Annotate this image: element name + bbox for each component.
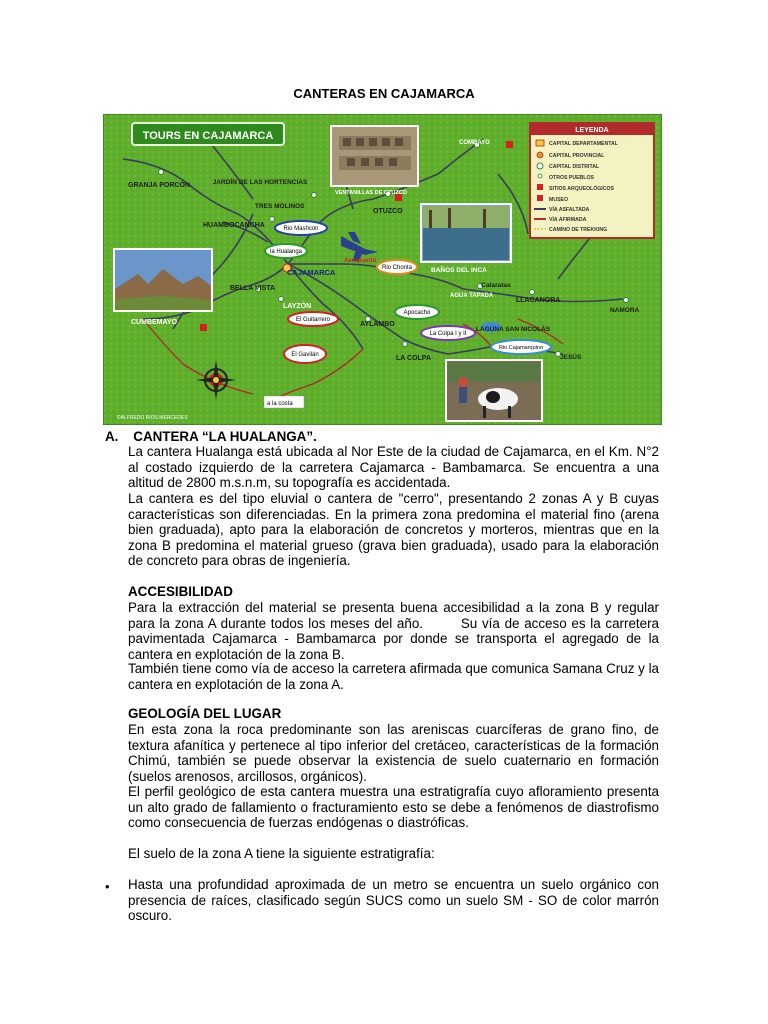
place-agua-tapada: AGUA TAPADA [450, 293, 494, 299]
place-granja-porcon: GRANJA PORCÓN [128, 182, 190, 189]
svg-text:Rio Chonta: Rio Chonta [381, 265, 413, 271]
svg-text:Apocacho: Apocacho [403, 310, 431, 316]
section-a-paragraph-1: La cantera Hualanga está ubicada al Nor Este de la ciudad de Cajamarca, en el Km. N°2 al costado izquierdo de la carretera Cajamarca - Bambamarca. Se encuentra a una altitud de 2800 m.s.n.m, su topografía es accidentada. [128, 444, 659, 491]
place-ventanillas: VENTANILLAS DE OTUZCO [335, 190, 408, 196]
section-a-paragraph-2: La cantera es del tipo eluvial o cantera de "cerro", presentando 2 zonas A y B cuyas características son diferenciadas. En la primera zona predomina el material fino (arena bien graduada), apto para la elaboración de concretos y morteros, mientras que en la zona B predomina el material grueso (grava bien graduada), usado para la elaboración de concreto para obras de ingeniería. [128, 491, 659, 569]
annotation-gavilan [284, 345, 326, 363]
annotation-guitarrero [288, 312, 338, 326]
site-marker-cumbemayo [200, 324, 207, 331]
map-credit: ©ALFREDO RIOS MERCEDES [117, 415, 188, 421]
accesibilidad-heading: ACCESIBILIDAD [128, 584, 233, 599]
geologia-paragraph-1: En esta zona la roca predominante son las areniscas cuarcíferas de grano fino, de textura afanítica y pertenece al tipo inferior del cretáceo, características de la formación Chimú, también se puede observar la existencia de suelo cuaternario en formación (suelos arenosos, arcillosos, orgánicos). [128, 722, 659, 784]
map-legend [530, 123, 654, 238]
tourist-map [103, 114, 662, 425]
geologia-heading: GEOLOGÍA DEL LUGAR [128, 706, 282, 721]
svg-text:El Gavilán: El Gavilán [291, 352, 319, 358]
annotation-cajamarquino [491, 340, 551, 354]
place-namora: NAMORA [610, 307, 640, 314]
legend-item-5: MUSEO [549, 197, 569, 203]
place-bella-vista: BELLA VISTA [230, 285, 276, 292]
svg-text:El Guitarrero: El Guitarrero [295, 317, 331, 323]
legend-title: LEYENDA [575, 127, 609, 134]
place-cumbemayo: CUMBEMAYO [131, 319, 178, 326]
accesibilidad-paragraph-2: También tiene como vía de acceso la carretera afirmada que comunica Samana Cruz y la cantera en explotación de la zona A. [128, 661, 659, 692]
place-aeropuerto: Aeropuerto [344, 258, 377, 264]
site-marker-combayo [506, 141, 513, 148]
place-otuzco: OTUZCO [373, 208, 403, 215]
legend-item-2: CAPITAL DISTRITAL [549, 164, 600, 170]
map-banner-text: TOURS EN CAJAMARCA [142, 130, 274, 142]
place-laguna [476, 324, 551, 333]
legend-item-0: CAPITAL DEPARTAMENTAL [549, 141, 618, 147]
legend-item-7: VÍA AFIRMADA [549, 217, 587, 223]
photo-cumbemayo [114, 249, 212, 311]
legend-item-4: SITIOS ARQUEOLÓGICOS [549, 186, 614, 192]
svg-text:la Hualanga: la Hualanga [269, 249, 303, 255]
place-huambocancha: HUAMBOCANCHA [203, 222, 265, 229]
photo-cows [446, 360, 542, 421]
geologia-paragraph-3: El suelo de la zona A tiene la siguiente estratigrafía: [128, 846, 435, 861]
photo-banos [421, 204, 511, 262]
place-jardin-line: JARDÍN DE LAS HORTENCIAS [212, 179, 308, 186]
place-jesus: JESÚS [560, 354, 582, 361]
place-cajamarca: CAJAMARCA [287, 268, 336, 277]
svg-text:a la costa: a la costa [267, 401, 293, 407]
place-aylambo: AYLAMBO [360, 321, 395, 328]
accesibilidad-paragraph-1: Para la extracción del material se presenta buena accesibilidad a la zona B y regular para la zona A durante todos los meses del año. Su vía de acceso es la carretera pavimentada Cajamarca - Bambamarca por donde se transporta el agregado de la cantera en explotación de la zona B. [128, 600, 663, 662]
legend-item-1: CAPITAL PROVINCIAL [549, 153, 605, 159]
section-a-heading: A. CANTERA “LA HUALANGA”. [105, 429, 317, 444]
legend-item-3: OTROS PUEBLOS [549, 175, 594, 181]
svg-text:Rio Mashcon: Rio Mashcon [283, 226, 319, 232]
place-cataratas: Cataratas [481, 282, 511, 289]
place-tres-molinos: TRES MOLINOS [255, 203, 305, 210]
annotation-hualanga [265, 244, 307, 258]
place-banos: BAÑOS DEL INCA [431, 267, 487, 274]
annotation-colpa-ii [421, 326, 475, 340]
place-llacanora: LLACANORA [516, 297, 561, 304]
annotation-mashcon [275, 221, 327, 235]
svg-text:La Colpa I y II: La Colpa I y II [429, 331, 467, 337]
place-la-colpa: LA COLPA [396, 355, 431, 362]
legend-item-6: VÍA ASFALTADA [549, 207, 590, 213]
bullet-marker: • [105, 879, 110, 894]
document-title: CANTERAS EN CAJAMARCA [293, 86, 475, 101]
annotation-chonta [377, 260, 417, 274]
place-layzon: LAYZÓN [283, 303, 312, 310]
annotation-costa [264, 396, 304, 408]
geologia-paragraph-2: El perfil geológico de esta cantera muestra una estratigrafía cuyo afloramiento presenta un alto grado de fallamiento o fracturamiento esto se debe a fenómenos de diastrofismo como consecuencia de fuerzas endógenas o diastróficas. [128, 784, 659, 831]
place-laguna-line: LAGUNA SAN NICOLÁS [475, 326, 551, 333]
place-jardin [213, 177, 308, 186]
place-combayo: COMBAYO [459, 140, 490, 146]
svg-text:Rio Cajamarquino: Rio Cajamarquino [498, 345, 544, 351]
geologia-bullet-1: Hasta una profundidad aproximada de un metro se encuentra un suelo orgánico con presencia de raíces, clasificado según SUCS como un suelo SM - SO de color marrón oscuro. [128, 877, 659, 924]
legend-item-8: CAMINO DE TREKKING [549, 227, 608, 233]
annotation-apocacho [395, 305, 439, 319]
photo-ventanillas [331, 126, 418, 186]
